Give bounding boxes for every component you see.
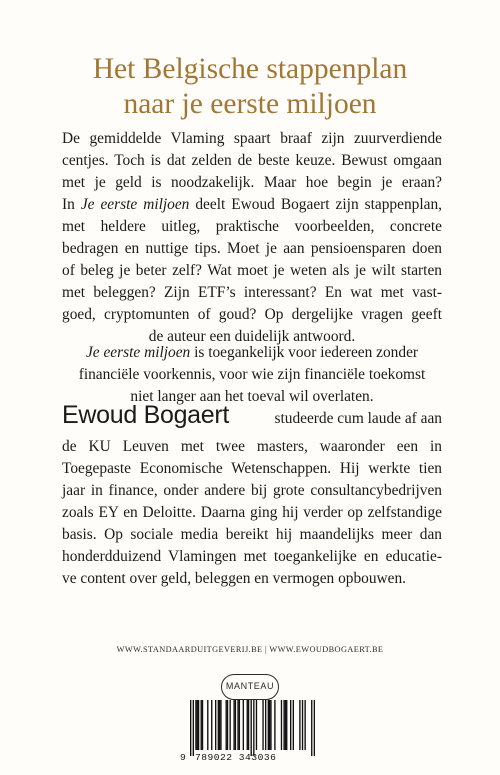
barcode-bar [286,700,287,750]
intro-line: de auteur een duidelijk antwoord. [148,328,356,345]
isbn-lead-digit: 9 [180,752,187,763]
barcode-bar [262,700,263,750]
bio-first-line [62,401,442,436]
isbn-digits: 789022 343036 [195,752,277,763]
barcode-bar [265,700,266,750]
heading-line-2: naar je eerste miljoen [123,88,377,120]
accessibility-text: is toegankelijk voor iedereen zonder [190,344,419,361]
intro-line: goed, cryptomunten of goud? Op dergelijke vragen geeft [62,306,442,323]
barcode-guard-bar [190,700,191,756]
barcode-bar [226,700,227,750]
bio-line: zoals EY en Deloitte. Daarna ging hij verder op zelfstandige [62,504,442,521]
intro-line: of beleg je beter zelf? Wat moet je weten als je wilt starten [62,262,442,279]
barcode-bar [304,700,305,750]
accessibility-paragraph [62,342,442,408]
barcode-bar [248,700,249,750]
intro-line: centjes. Toch is dat zelden de beste keuze. Bewust omgaan [62,152,442,169]
barcode-bar [285,700,286,750]
bio-line: ve content over geld, beleggen en vermogen opbouwen. [62,570,407,587]
barcode-bar [270,700,271,750]
intro-text: In [62,196,81,213]
accessibility-line: financiële voorkennis, voor wie zijn financiële toekomst [78,366,426,383]
bio-line: basis. Op sociale media bereikt hij maandelijks meer dan [62,526,442,543]
book-title-italic: Je eerste miljoen [85,344,191,361]
barcode-bar [269,700,270,750]
barcode-guard-bar [311,700,312,756]
accessibility-line [62,342,442,364]
barcode-bar [274,700,275,750]
intro-line [62,194,442,216]
barcode-bar [197,700,198,750]
barcode-bar [227,700,228,750]
barcode-bar [207,700,208,750]
barcode-bar [201,700,202,750]
intro-line: met beleggen? Zijn ETF’s interessant? En wat met vast- [62,284,442,301]
intro-line: met je geld is noodzakelijk. Maar hoe begin je eraan? [62,174,442,191]
barcode-bar [256,700,257,750]
barcode-bar [237,700,238,750]
barcode-bar [195,700,196,750]
barcode-bar [283,700,284,750]
author-name: Ewoud Bogaert [62,401,230,429]
barcode-bar [268,700,269,750]
barcode-bar [235,700,236,750]
barcode-guard-bar [251,700,252,756]
barcode-bar [293,700,294,750]
bio-text: studeerde cum laude af aan [274,410,442,427]
bio-line: Toegepaste Economische Wetenschappen. Hij werkte tien [62,460,442,477]
intro-line: De gemiddelde Vlaming spaart braaf zijn zuurverdiende [62,130,442,147]
bio-line: de KU Leuven met twee masters, waaronder een in [62,438,442,455]
barcode-bar [247,700,248,750]
barcode-guard-bar [193,700,194,756]
publisher-logo: MANTEAU [221,674,279,700]
barcode-guard-bar [314,700,315,756]
isbn-barcode [190,700,315,758]
barcode-bar [229,700,230,750]
barcode-bar [281,700,282,750]
barcode-bar [211,700,212,750]
accessibility-line: niet langer aan het toeval wil overlaten. [130,388,374,405]
bio-line: jaar in finance, onder andere bij grote consultancybedrijven [62,482,442,499]
barcode-guard-bar [253,700,254,756]
intro-line: met heldere uitleg, praktische voorbeelden, concrete [62,218,442,235]
barcode-bar [220,700,221,750]
websites-line: WWW.STANDAARDUITGEVERIJ.BE | WWW.EWOUDBOGAERT.BE [116,645,384,654]
barcode-bar [215,700,216,750]
barcode-bar [198,700,199,750]
barcode-bar [233,700,234,750]
barcode-bar [302,700,303,750]
intro-text: deelt Ewoud Bogaert zijn stappenplan, [189,196,442,213]
book-title-italic: Je eerste miljoen [80,196,190,213]
intro-paragraph [62,128,442,348]
heading-line-1: Het Belgische stappenplan [92,53,408,85]
book-subtitle-heading [0,52,500,122]
intro-line: bedragen en nuttige tips. Moet je aan pensioensparen doen [62,240,442,257]
barcode-bar [202,700,203,750]
barcode-bar [243,700,244,750]
barcode-bar [219,700,220,750]
bio-line: honderdduizend Vlamingen met toegankelijke en educatie- [62,548,442,565]
barcode-bar [290,700,291,750]
author-bio [62,401,442,590]
barcode-bar [299,700,300,750]
barcode-bar [218,700,219,750]
barcode-bar [239,700,240,750]
